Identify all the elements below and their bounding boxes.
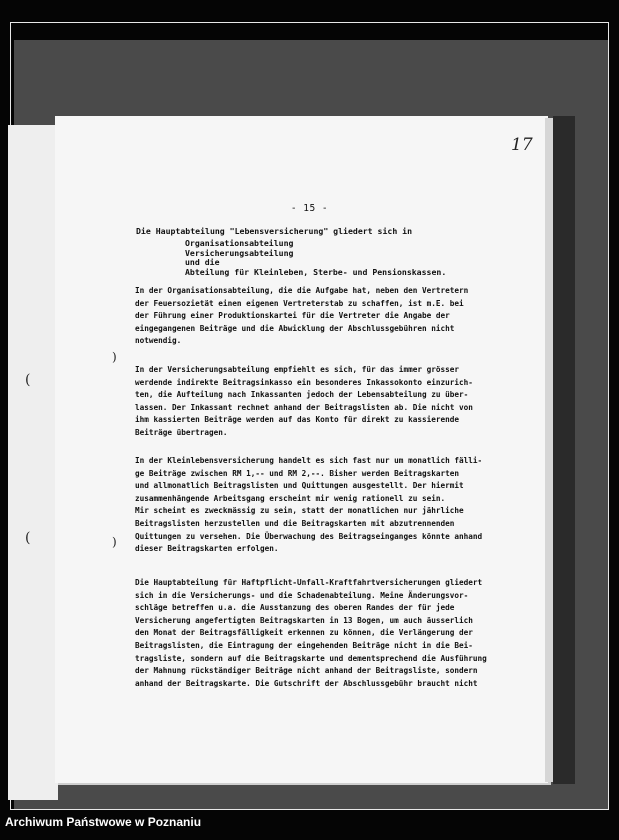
archive-credit: Archiwum Państwowe w Poznaniu [5, 815, 202, 829]
paragraph-kleinleben: In der Kleinlebensversicherung handelt es sich fast nur um monatlich fälli- ge Beiträge zwischen RM 1,-- und RM 2,--. Bisher werden Beitragskarten und allmonatlich Beitragslisten und Quittungen ausgestellt. Der hiermit zusammenhängende Arbeitsgang erscheint mir wenig rationell zu sein. Mir scheint es zweckmässig zu sein, statt der monatlichen nur jährliche Beitragslisten herzustellen und die Beitragskarten mit abzutrennenden Quittungen zu versehen. Die Überwachung des Beitragseinganges könnte anhand dieser Beitragskarten erfolgen. [135, 456, 483, 554]
page-number: - 15 - [290, 203, 329, 214]
department-item: Organisationsabteilung [185, 238, 294, 248]
department-item: Abteilung für Kleinleben, Sterbe- und Pensionskassen. [185, 266, 447, 277]
paragraph-haftpflicht: Die Hauptabteilung für Haftpflicht-Unfall-Kraftfahrtversicherungen gliedert sich in die Versicherungs- und die Schadenabteilung. Meine Änderungsvor- schläge betreffen u.a. die Ausstanzung des oberen Randes der für jede Versicherung angefertigten Beitragskarten in 13 Bogen, um auch äusserlich den Monat der Beitragsfälligkeit erkennen zu können, die Verlängerung der Beitragslisten, die Eintragung der eingehenden Beiträge nicht in die Bei- tragsliste, sondern auf die Beitragskarte und dementsprechend die Ausführung der Mahnung rückständiger Beiträge nicht anhand der Beitragsliste, sondern anhand der Beitragskarte. Die Gutschrift der Abschlussgebühr braucht nicht [135, 578, 487, 688]
department-list [185, 239, 446, 277]
punch-hole-mark: ) [112, 535, 117, 549]
handwritten-folio-number: 17 [511, 135, 533, 155]
page-edge [545, 118, 553, 782]
department-item: und die [185, 257, 220, 267]
punch-hole-mark: ) [112, 350, 117, 364]
department-item: Versicherungsabteilung [185, 247, 294, 258]
page-shadow [553, 116, 575, 784]
punch-hole-mark: ( [25, 372, 31, 388]
intro-line: Die Hauptabteilung "Lebensversicherung" gliedert sich in [136, 226, 413, 236]
paragraph-versicherung: In der Versicherungsabteilung empfiehlt es sich, für das immer grösser werdende indirekte Beitragsinkasso ein besonderes Inkassokonto einzurich- ten, die Aufteilung nach Inkassanten jedoch der Lebensabteilung zu über- lassen. Der Inkassant rechnet anhand der Beitragslisten ab. Die nicht von ihm kassierten Beiträge werden auf das Konto für direkt zu kassierende Beiträge übertragen. [135, 365, 473, 437]
punch-hole-mark: ( [25, 530, 31, 546]
paragraph-organisation: In der Organisationsabteilung, die die Aufgabe hat, neben den Vertretern der Feuersozietät einen eigenen Vertreterstab zu schaffen, ist m.E. bei der Führung einer Produktionskartei für die Vertreter die Angabe der eingegangenen Beiträge und die Abwicklung der Abschlussgebühren nicht notwendig. [135, 286, 469, 346]
left-paper-strip [8, 125, 58, 800]
